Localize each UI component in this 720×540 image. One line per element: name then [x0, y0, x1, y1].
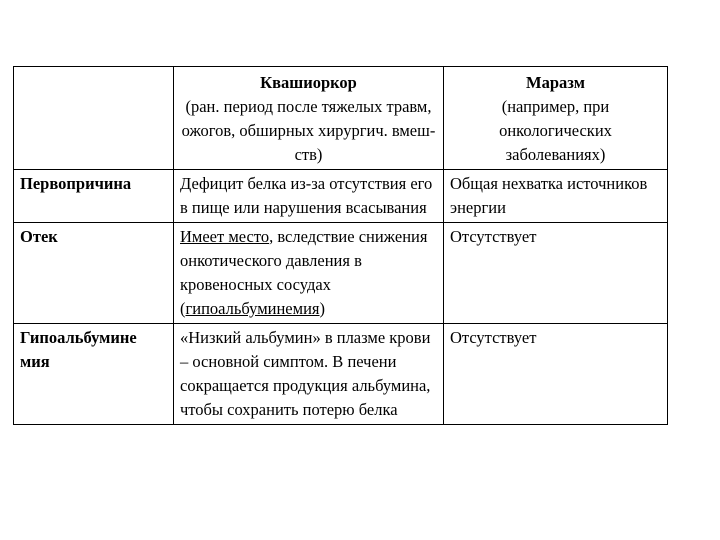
kwashiorkor-hypoalbuminemia: «Низкий альбумин» в плазме крови – основной симптом. В печени сокращается продукция альбумина, чтобы сохранить потерю белка — [174, 324, 444, 425]
edema-closing-paren: ) — [319, 299, 325, 318]
table-header-row — [14, 67, 668, 170]
header-kwashiorkor — [174, 67, 444, 170]
marasmus-title: Маразм — [526, 73, 585, 92]
header-empty-cell — [14, 67, 174, 170]
kwashiorkor-primary-cause: Дефицит белка из-за отсутствия его в пище или нарушения всасывания — [174, 170, 444, 223]
comparison-table — [13, 66, 668, 425]
table-row — [14, 223, 668, 324]
row-label-edema: Отек — [14, 223, 174, 324]
marasmus-edema: Отсутствует — [444, 223, 668, 324]
marasmus-hypoalbuminemia: Отсутствует — [444, 324, 668, 425]
table-row — [14, 324, 668, 425]
row-label-hypoalbuminemia: Гипоальбумине мия — [14, 324, 174, 425]
hypoalbuminemia-term: гипоальбуминемия — [185, 299, 320, 318]
kwashiorkor-edema — [174, 223, 444, 324]
row-label-primary-cause: Первопричина — [14, 170, 174, 223]
edema-present-text: Имеет место — [180, 227, 270, 246]
header-marasmus — [444, 67, 668, 170]
marasmus-primary-cause: Общая нехватка источников энергии — [444, 170, 668, 223]
edema-reason-text: , вследствие снижения онкотического давления в кровеносных сосудах ( — [180, 227, 428, 318]
marasmus-subtitle: (например, при онкологических заболеваниях) — [499, 97, 612, 164]
table-row — [14, 170, 668, 223]
kwashiorkor-subtitle: (ран. период после тяжелых травм, ожогов, обширных хирургич. вмеш-ств) — [181, 97, 436, 164]
kwashiorkor-title: Квашиоркор — [260, 73, 357, 92]
